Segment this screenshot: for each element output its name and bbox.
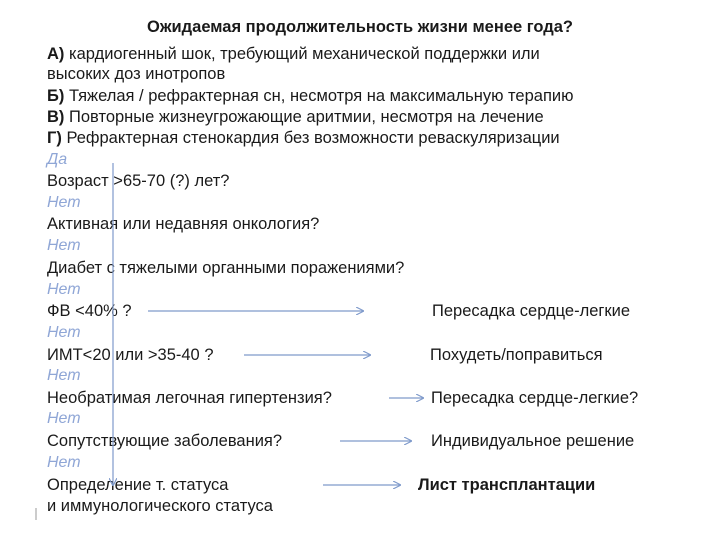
diagram-title: Ожидаемая продолжительность жизни менее года? — [147, 18, 573, 36]
step-age-question: Возраст >65-70 (?) лет? — [47, 172, 230, 190]
criterion-b-text: Тяжелая / рефрактерная сн, несмотря на максимальную терапию — [68, 87, 574, 105]
criterion-a-text: кардиогенный шок, требующий механической поддержки или — [69, 45, 540, 63]
step-status-outcome: Лист трансплантации — [418, 476, 596, 494]
step-oncology-question: Активная или недавняя онкология? — [47, 215, 320, 233]
step-ef-outcome: Пересадка сердце-легкие — [432, 302, 631, 320]
answer-no: Нет — [47, 324, 81, 341]
step-hypertension-question: Необратимая легочная гипертензия? — [47, 389, 332, 407]
step-ef-question: ФВ <40% ? — [47, 302, 132, 320]
answer-no: Нет — [47, 281, 81, 298]
answer-no: Нет — [47, 194, 81, 211]
step-status-question-cont: и иммунологического статуса — [47, 497, 273, 515]
step-diabetes-question: Диабет с тяжелыми органными поражениями? — [47, 259, 405, 277]
criterion-a-letter: А) — [47, 45, 65, 63]
answer-yes: Да — [47, 151, 68, 168]
step-bmi-outcome: Похудеть/поправиться — [430, 346, 603, 364]
criterion-a-cont: высоких доз инотропов — [47, 65, 226, 83]
step-comorbidity-question: Сопутствующие заболевания? — [47, 432, 283, 450]
answer-no: Нет — [47, 410, 81, 427]
answer-no: Нет — [47, 237, 81, 254]
answer-no: Нет — [47, 454, 81, 471]
step-bmi-question: ИМТ<20 или >35-40 ? — [47, 346, 214, 364]
step-hypertension-outcome: Пересадка сердце-легкие? — [431, 389, 639, 407]
criterion-d-text: Рефрактерная стенокардия без возможности реваскуляризации — [66, 129, 560, 147]
step-comorbidity-outcome: Индивидуальное решение — [431, 432, 635, 450]
step-status-question: Определение т. статуса — [47, 476, 229, 494]
criterion-c-letter: В) — [47, 108, 65, 126]
answer-no: Нет — [47, 367, 81, 384]
criterion-d-letter: Г) — [47, 129, 62, 147]
criterion-b-letter: Б) — [47, 87, 65, 105]
criterion-c-text: Повторные жизнеугрожающие аритмии, несмотря на лечение — [69, 108, 544, 126]
